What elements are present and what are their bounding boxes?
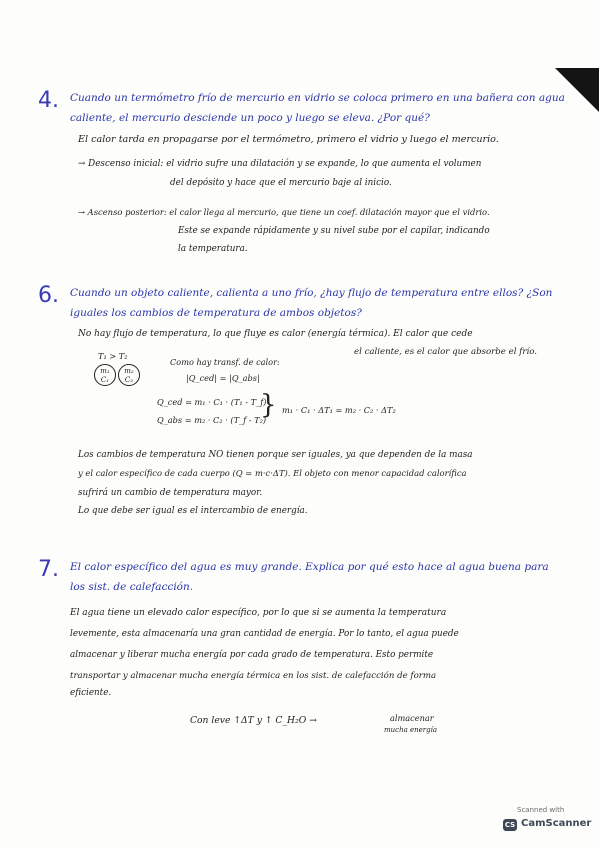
q7-question: El calor específico del agua es muy grande. Explica por qué esto hace al agua buena para los sist. de calefacción. [70,561,549,593]
q6-number: 6. [38,283,59,308]
temperature-relation: T₁ > T₂ [98,351,128,361]
camscanner-watermark [503,806,592,838]
q6-line-2: el caliente, es el calor que absorbe el frío. [354,347,537,357]
q6-line-4: y el calor específico de cada cuerpo (Q = m·c·ΔT). El objeto con menor capacidad calorífica [78,468,467,478]
cold-body-mass: m₂ [124,367,134,375]
cold-body-circle [118,364,140,386]
q7-formula: Con leve ↑ΔT y ↑ C_H₂O → [190,715,317,726]
cold-body-specific-heat: C₂ [124,376,134,384]
watermark-caption: Scanned with [517,806,565,814]
q7-line-5: eficiente. [70,688,112,698]
q6-line-1: No hay flujo de temperatura, lo que fluye es calor (energía térmica). El calor que cede [78,329,473,339]
q4-number: 4. [38,88,59,113]
q4-line-4: → Ascenso posterior: el calor llega al mercurio, que tiene un coef. dilatación mayor que el vidrio. [78,207,490,217]
hot-body-circle [94,364,116,386]
heat-transfer-note: Como hay transf. de calor: [170,357,280,367]
heat-exchange-result: m₁ · C₁ · ΔT₁ = m₂ · C₂ · ΔT₂ [282,405,396,415]
heat-released-equation: Q_ced = m₁ · C₁ · (T₁ - T_f) [157,397,267,407]
hot-body-mass: m₁ [100,367,110,375]
q7-number: 7. [38,557,59,582]
q6-line-6: Lo que debe ser igual es el intercambio de energía. [78,506,308,516]
q7-line-3: almacenar y liberar mucha energía por cada grado de temperatura. Esto permite [70,650,434,660]
q7-line-1: El agua tiene un elevado calor específico, por lo que si se aumenta la temperatura [70,608,447,618]
q6-line-3: Los cambios de temperatura NO tienen porque ser iguales, ya que dependen de la masa [78,450,473,460]
q6-question: Cuando un objeto caliente, calienta a uno frío, ¿hay flujo de temperatura entre ellos? ¿Son iguales los cambios de temperatura de ambos objetos? [70,287,553,319]
q6-line-5: sufrirá un cambio de temperatura mayor. [78,488,263,498]
watermark-brand: CamScanner [521,818,592,829]
q7-line-4: transportar y almacenar mucha energía térmica en los sist. de calefacción de forma [70,671,437,681]
q4-line-6: la temperatura. [178,244,248,254]
heat-balance-equation: |Q_ced| = |Q_abs| [186,373,260,383]
q4-line-1: El calor tarda en propagarse por el termómetro, primero el vidrio y luego el mercurio. [78,134,499,145]
hot-body-specific-heat: C₁ [100,376,110,384]
heat-absorbed-equation: Q_abs = m₂ · C₂ · (T_f - T₂) [157,415,267,425]
q7-formula-note-energy: mucha energía [384,726,438,734]
q7-formula-note-store: almacenar [390,713,434,723]
q4-question: Cuando un termómetro frío de mercurio en vidrio se coloca primero en una bañera con agua caliente, el mercurio desciende un poco y luego se eleva. ¿Por qué? [70,92,565,124]
q4-line-2: → Descenso inicial: el vidrio sufre una dilatación y se expande, lo que aumenta el volumen [78,159,482,169]
q7-line-2: levemente, esta almacenaría una gran cantidad de energía. Por lo tanto, el agua puede [70,629,459,639]
equation-brace: } [260,390,277,420]
q4-line-5: Este se expande rápidamente y su nivel sube por el capilar, indicando [178,226,490,236]
q4-line-3: del depósito y hace que el mercurio baje al inicio. [170,178,392,188]
camscanner-logo-icon: CS [504,821,516,829]
